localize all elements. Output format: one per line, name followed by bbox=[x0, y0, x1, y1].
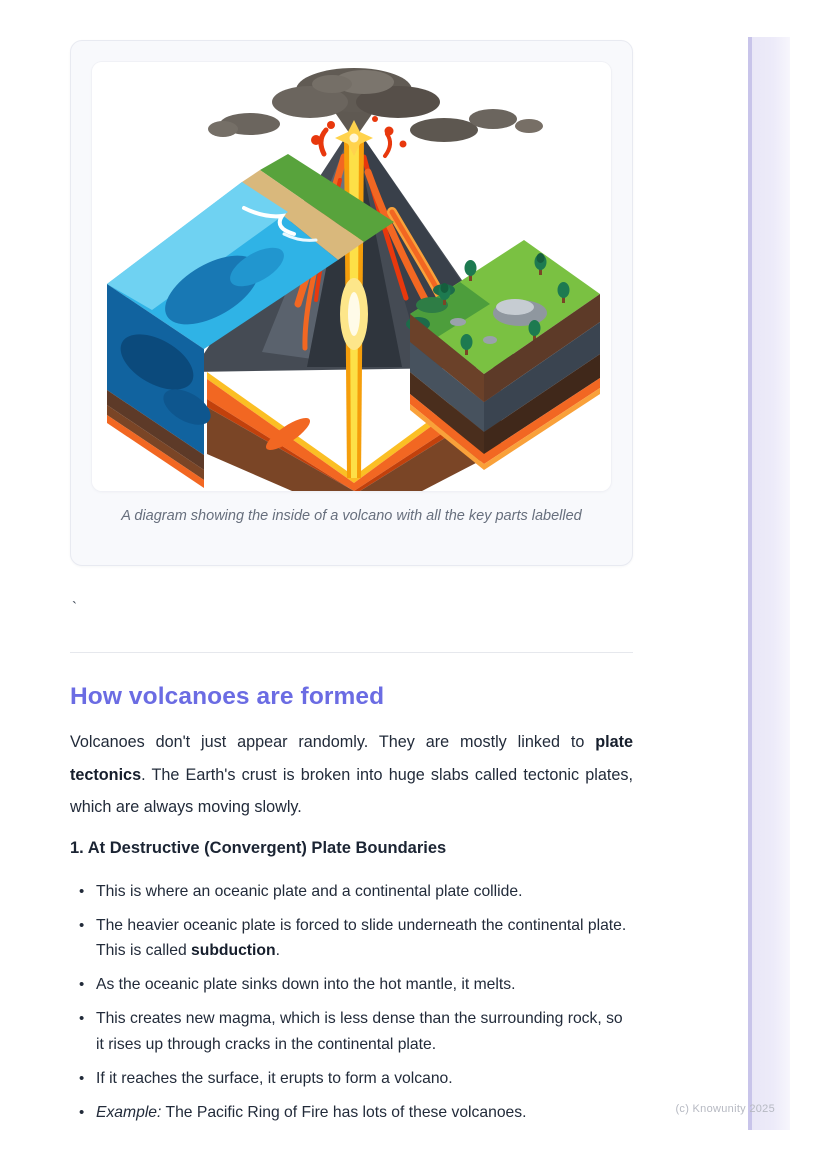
page-title: How volcanoes are formed bbox=[70, 683, 385, 710]
stray-backtick-text: ` bbox=[72, 599, 77, 616]
subheading-destructive-boundaries: 1. At Destructive (Convergent) Plate Boundaries bbox=[70, 838, 447, 857]
intro-text: Volcanoes don't just appear randomly. They are mostly linked to bbox=[70, 733, 596, 751]
list-item-text: The heavier oceanic plate is forced to slide underneath the continental plate. This is called bbox=[96, 916, 627, 959]
bullet-icon: • bbox=[79, 916, 85, 934]
list-item bbox=[70, 972, 633, 998]
list-item bbox=[70, 879, 633, 905]
volcano-diagram-svg bbox=[92, 62, 611, 491]
figure-caption: A diagram showing the inside of a volcano with all the key parts labelled bbox=[121, 508, 582, 524]
list-item-text: As the oceanic plate sinks down into the hot mantle, it melts. bbox=[96, 976, 516, 993]
bullet-icon: • bbox=[79, 1069, 85, 1087]
list-item-text: This is where an oceanic plate and a continental plate collide. bbox=[96, 882, 523, 900]
intro-paragraph bbox=[70, 726, 633, 824]
bullet-icon: • bbox=[79, 1103, 85, 1121]
intro-text-continued: . The Earth's crust is broken into huge slabs called tectonic plates, which are always moving slowly. bbox=[70, 765, 633, 816]
list-item-text: The Pacific Ring of Fire has lots of these volcanoes. bbox=[161, 1103, 527, 1121]
bullet-icon: • bbox=[79, 1010, 85, 1027]
bullet-icon: • bbox=[79, 882, 85, 900]
bullet-icon: • bbox=[79, 976, 85, 993]
bullet-list bbox=[70, 879, 633, 1126]
scrollbar-track[interactable] bbox=[748, 37, 790, 1130]
intro-bold-plate-tectonics: plate tectonics bbox=[70, 733, 633, 784]
list-item-text: If it reaches the surface, it erupts to form a volcano. bbox=[96, 1069, 453, 1087]
list-item bbox=[70, 1066, 633, 1092]
list-item bbox=[70, 913, 633, 964]
list-item-text-end: . bbox=[275, 942, 280, 959]
section-divider bbox=[70, 652, 633, 653]
watermark-text: (c) Knowunity 2025 bbox=[675, 1103, 775, 1115]
list-item-bold-subduction: subduction bbox=[191, 942, 276, 959]
list-item-text: This creates new magma, which is less dense than the surrounding rock, so it rises up through cracks in the continental plate. bbox=[96, 1010, 623, 1053]
list-item-italic-example: Example: bbox=[96, 1103, 162, 1121]
list-item bbox=[70, 1006, 633, 1057]
list-item bbox=[70, 1100, 633, 1126]
volcano-illustration bbox=[92, 62, 611, 491]
figure-card bbox=[70, 40, 633, 566]
article-column bbox=[70, 40, 633, 1134]
